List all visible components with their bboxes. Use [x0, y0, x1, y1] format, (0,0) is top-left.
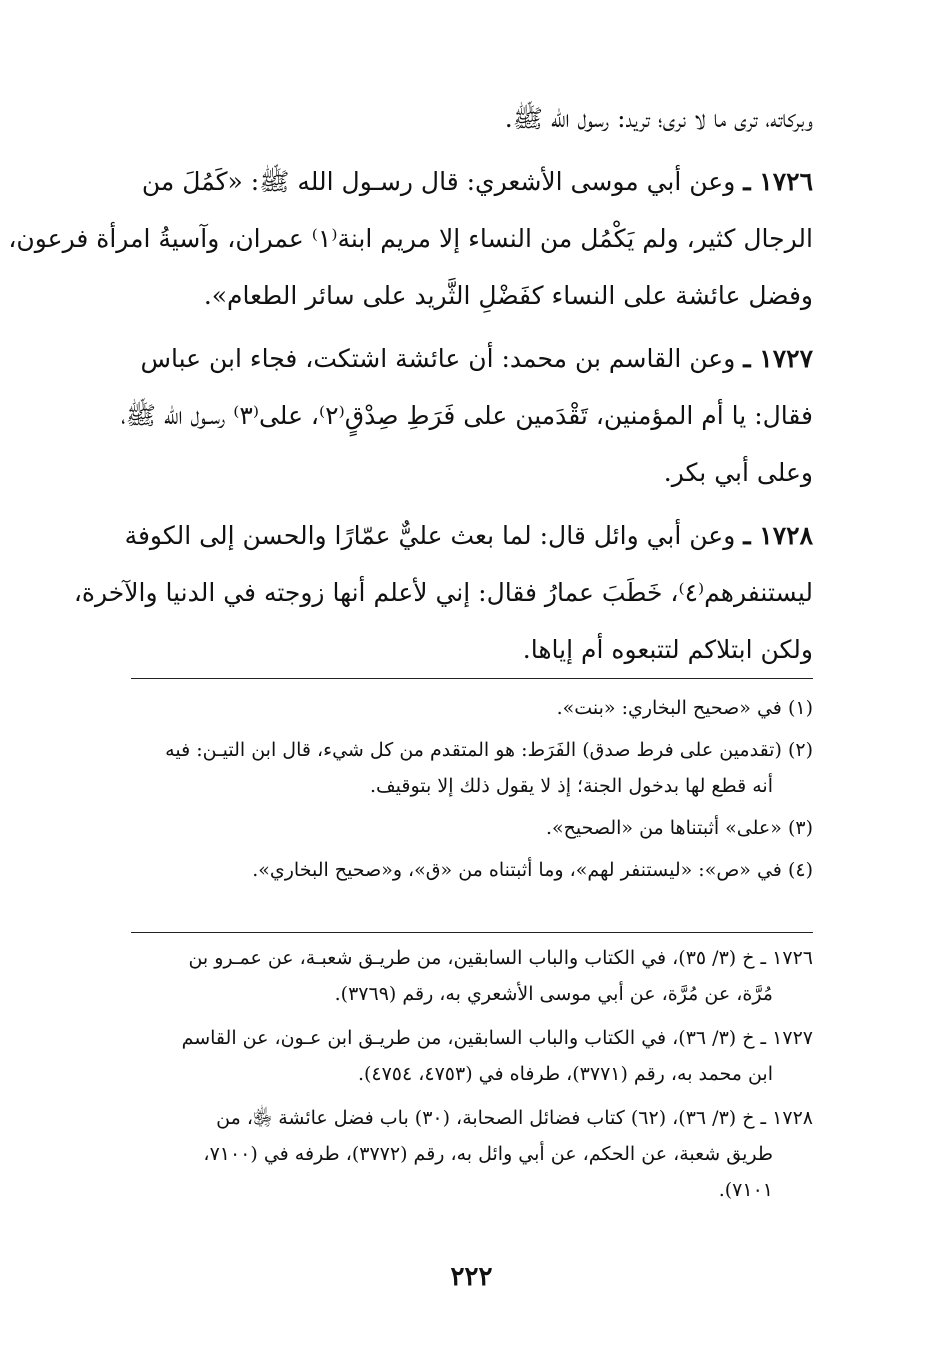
text-line — [113, 852, 813, 888]
text-line: أنه قطع لها بدخول الجنة؛ إذ لا يقول ذلك إلا بتوقيف. — [369, 775, 773, 797]
text-line: وعلى أبي بكر. — [663, 458, 813, 487]
text-segment: وعن أبي وائل قال: لما بعث عليٌّ عمّارًا والحسن إلى الكوفة — [124, 521, 736, 550]
footnote-text: في «ص»: «ليستنفر لهم»، وما أثبتناه من «ق»، و«صحيح البخاري». — [252, 859, 782, 881]
text-line: فقال: يا أم المؤمنين، تَقْدَمين على فَرَطِ صِدْقٍ⁽٢⁾، على⁽٣⁾ رسـول الله ﷺ، — [120, 401, 813, 430]
text-line — [113, 810, 813, 846]
text-line: ابن محمد به، رقم (٣٧٧١)، طرفاه في (٤٧٥٣، ٤٧٥٤). — [357, 1063, 773, 1085]
footnote-text: في «صحيح البخاري: «بنت». — [556, 697, 782, 719]
text-line: ولكن ابتلاكم لتتبعوه أم إياها. — [522, 635, 813, 664]
footnote-marker: (٣) — [787, 817, 813, 839]
text-line: مُرَّة، عن مُرَّة، عن أبي موسى الأشعري به، رقم (٣٧٦٩). — [334, 983, 773, 1005]
footnote-marker: (١) — [787, 697, 813, 719]
text-segment: وعن أبي موسى الأشعري: قال رسـول الله ﷺ: «كَمُلَ من — [141, 167, 736, 196]
hadith-1727 — [113, 330, 813, 501]
text-line: الرجال كثير، ولم يَكْمُل من النساء إلا مريم ابنة⁽١⁾ عمران، وآسيةُ امرأة فرعون، — [8, 224, 813, 253]
text-line: وبركاته، ترى ما لا نرى؛ تريد: رسول الله ﷺ. — [504, 104, 813, 133]
hadith-1728 — [73, 507, 813, 678]
text-line: ١٧٢٦ ـ خ (٣/ ٣٥)، في الكتاب والباب السابقين، من طريـق شعبـة، عن عمـرو بن — [188, 947, 813, 969]
text-line: وفضل عائشة على النساء كفَضْلِ الثَّريد على سائر الطعام». — [203, 281, 813, 310]
footnote-4 — [113, 852, 813, 888]
text-line: ليستنفرهم⁽٤⁾، خَطَبَ عمارُ فقال: إني لأعلم أنها زوجته في الدنيا والآخرة، — [73, 578, 813, 607]
text-line — [113, 330, 813, 387]
takhrij-section — [113, 940, 813, 1216]
footnotes — [113, 690, 813, 894]
takhrij-entry-1728 — [113, 1100, 813, 1208]
takhrij-entry-1726 — [113, 940, 813, 1012]
page-number: ٢٢٢ — [450, 1262, 493, 1292]
text-line: طريق شعبة، عن الحكم، عن أبي وائل به، رقم (٣٧٧٢)، طرفه في (٧١٠٠، — [203, 1143, 773, 1165]
hadith-1726 — [8, 153, 813, 324]
text-line: ١٧٢٧ ـ خ (٣/ ٣٦)، في الكتاب والباب السابقين، من طريـق ابن عـون، عن القاسم — [181, 1027, 813, 1049]
takhrij-entry-1727 — [113, 1020, 813, 1092]
hadith-number: ١٧٢٦ ـ — [743, 167, 813, 196]
text-line: ٧١٠١). — [718, 1179, 773, 1201]
footnotes-divider — [131, 678, 813, 679]
footnote-1 — [113, 690, 813, 726]
footnote-text: «على» أثبتناها من «الصحيح». — [545, 817, 782, 839]
footnote-marker: (٢) — [787, 739, 813, 761]
footnote-3 — [113, 810, 813, 846]
text-line: ١٧٢٨ ـ خ (٣/ ٣٦)، (٦٢) كتاب فضائل الصحابة، (٣٠) باب فضل عائشة ﵂، من — [216, 1107, 813, 1129]
text-line — [113, 732, 813, 768]
footnote-2 — [113, 732, 813, 804]
footnote-marker: (٤) — [787, 859, 813, 881]
text-line — [113, 690, 813, 726]
hadith-number: ١٧٢٨ ـ — [743, 521, 813, 550]
takhrij-divider — [131, 932, 813, 933]
text-segment: وعن القاسم بن محمد: أن عائشة اشتكت، فجاء ابن عباس — [140, 344, 736, 373]
intro-paragraph — [113, 90, 813, 147]
text-line — [113, 153, 813, 210]
footnote-text: (تقدمين على فرط صدق) الفَرَط: هو المتقدم من كل شيء، قال ابن التيـن: فيه — [165, 739, 782, 761]
text-line — [113, 507, 813, 564]
main-text — [8, 90, 813, 678]
hadith-number: ١٧٢٧ ـ — [743, 344, 813, 373]
